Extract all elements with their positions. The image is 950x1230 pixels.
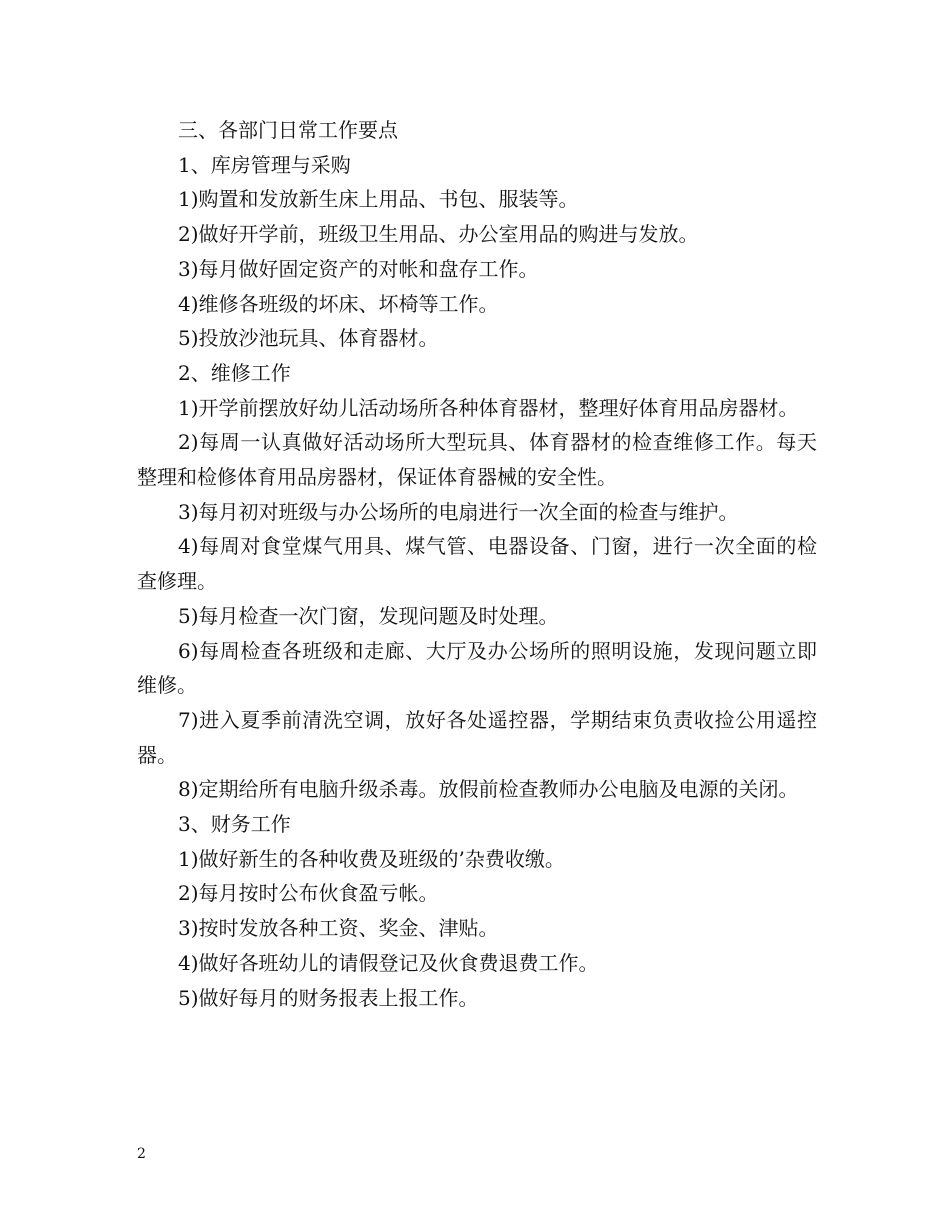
list-item: 1)购置和发放新生床上用品、书包、服装等。 [178, 187, 579, 212]
list-item: 3)每月初对班级与办公场所的电扇进行一次全面的检查与维护。 [178, 499, 739, 524]
list-item: 5)每月检查一次门窗，发现问题及时处理。 [178, 603, 559, 628]
list-item: 4)做好各班幼儿的请假登记及伙食费退费工作。 [178, 950, 599, 975]
subsection-heading: 2、维修工作 [178, 360, 291, 385]
list-item: 4)每周对食堂煤气用具、煤气管、电器设备、门窗，进行一次全面的检查修理。 [137, 534, 817, 594]
page-number: 2 [137, 1146, 146, 1162]
document-body [137, 113, 817, 1015]
list-item: 4)维修各班级的坏床、坏椅等工作。 [178, 291, 499, 316]
list-item: 3)每月做好固定资产的对帐和盘存工作。 [178, 256, 539, 281]
list-item: 1)开学前摆放好幼儿活动场所各种体育器材，整理好体育用品房器材。 [178, 395, 799, 420]
list-item: 8)定期给所有电脑升级杀毒。放假前检查教师办公电脑及电源的关闭。 [178, 777, 799, 802]
list-item: 2)每月按时公布伙食盈亏帐。 [178, 881, 439, 906]
list-item: 2)做好开学前，班级卫生用品、办公室用品的购进与发放。 [178, 222, 699, 247]
list-item: 1)做好新生的各种收费及班级的’杂费收缴。 [178, 846, 565, 871]
list-item: 6)每周检查各班级和走廊、大厅及办公场所的照明设施，发现问题立即维修。 [137, 638, 817, 698]
section-heading: 三、各部门日常工作要点 [178, 118, 398, 142]
list-item: 2)每周一认真做好活动场所大型玩具、体育器材的检查维修工作。每天整理和检修体育用品房器材，保证体育器械的安全性。 [137, 430, 817, 490]
subsection-heading: 3、财务工作 [178, 812, 291, 837]
list-item: 5)做好每月的财务报表上报工作。 [178, 985, 479, 1010]
subsection-heading: 1、库房管理与采购 [178, 152, 351, 177]
list-item: 7)进入夏季前清洗空调，放好各处遥控器，学期结束负责收捡公用遥控器。 [137, 707, 817, 767]
list-item: 3)按时发放各种工资、奖金、津贴。 [178, 916, 499, 941]
list-item: 5)投放沙池玩具、体育器材。 [178, 326, 439, 351]
